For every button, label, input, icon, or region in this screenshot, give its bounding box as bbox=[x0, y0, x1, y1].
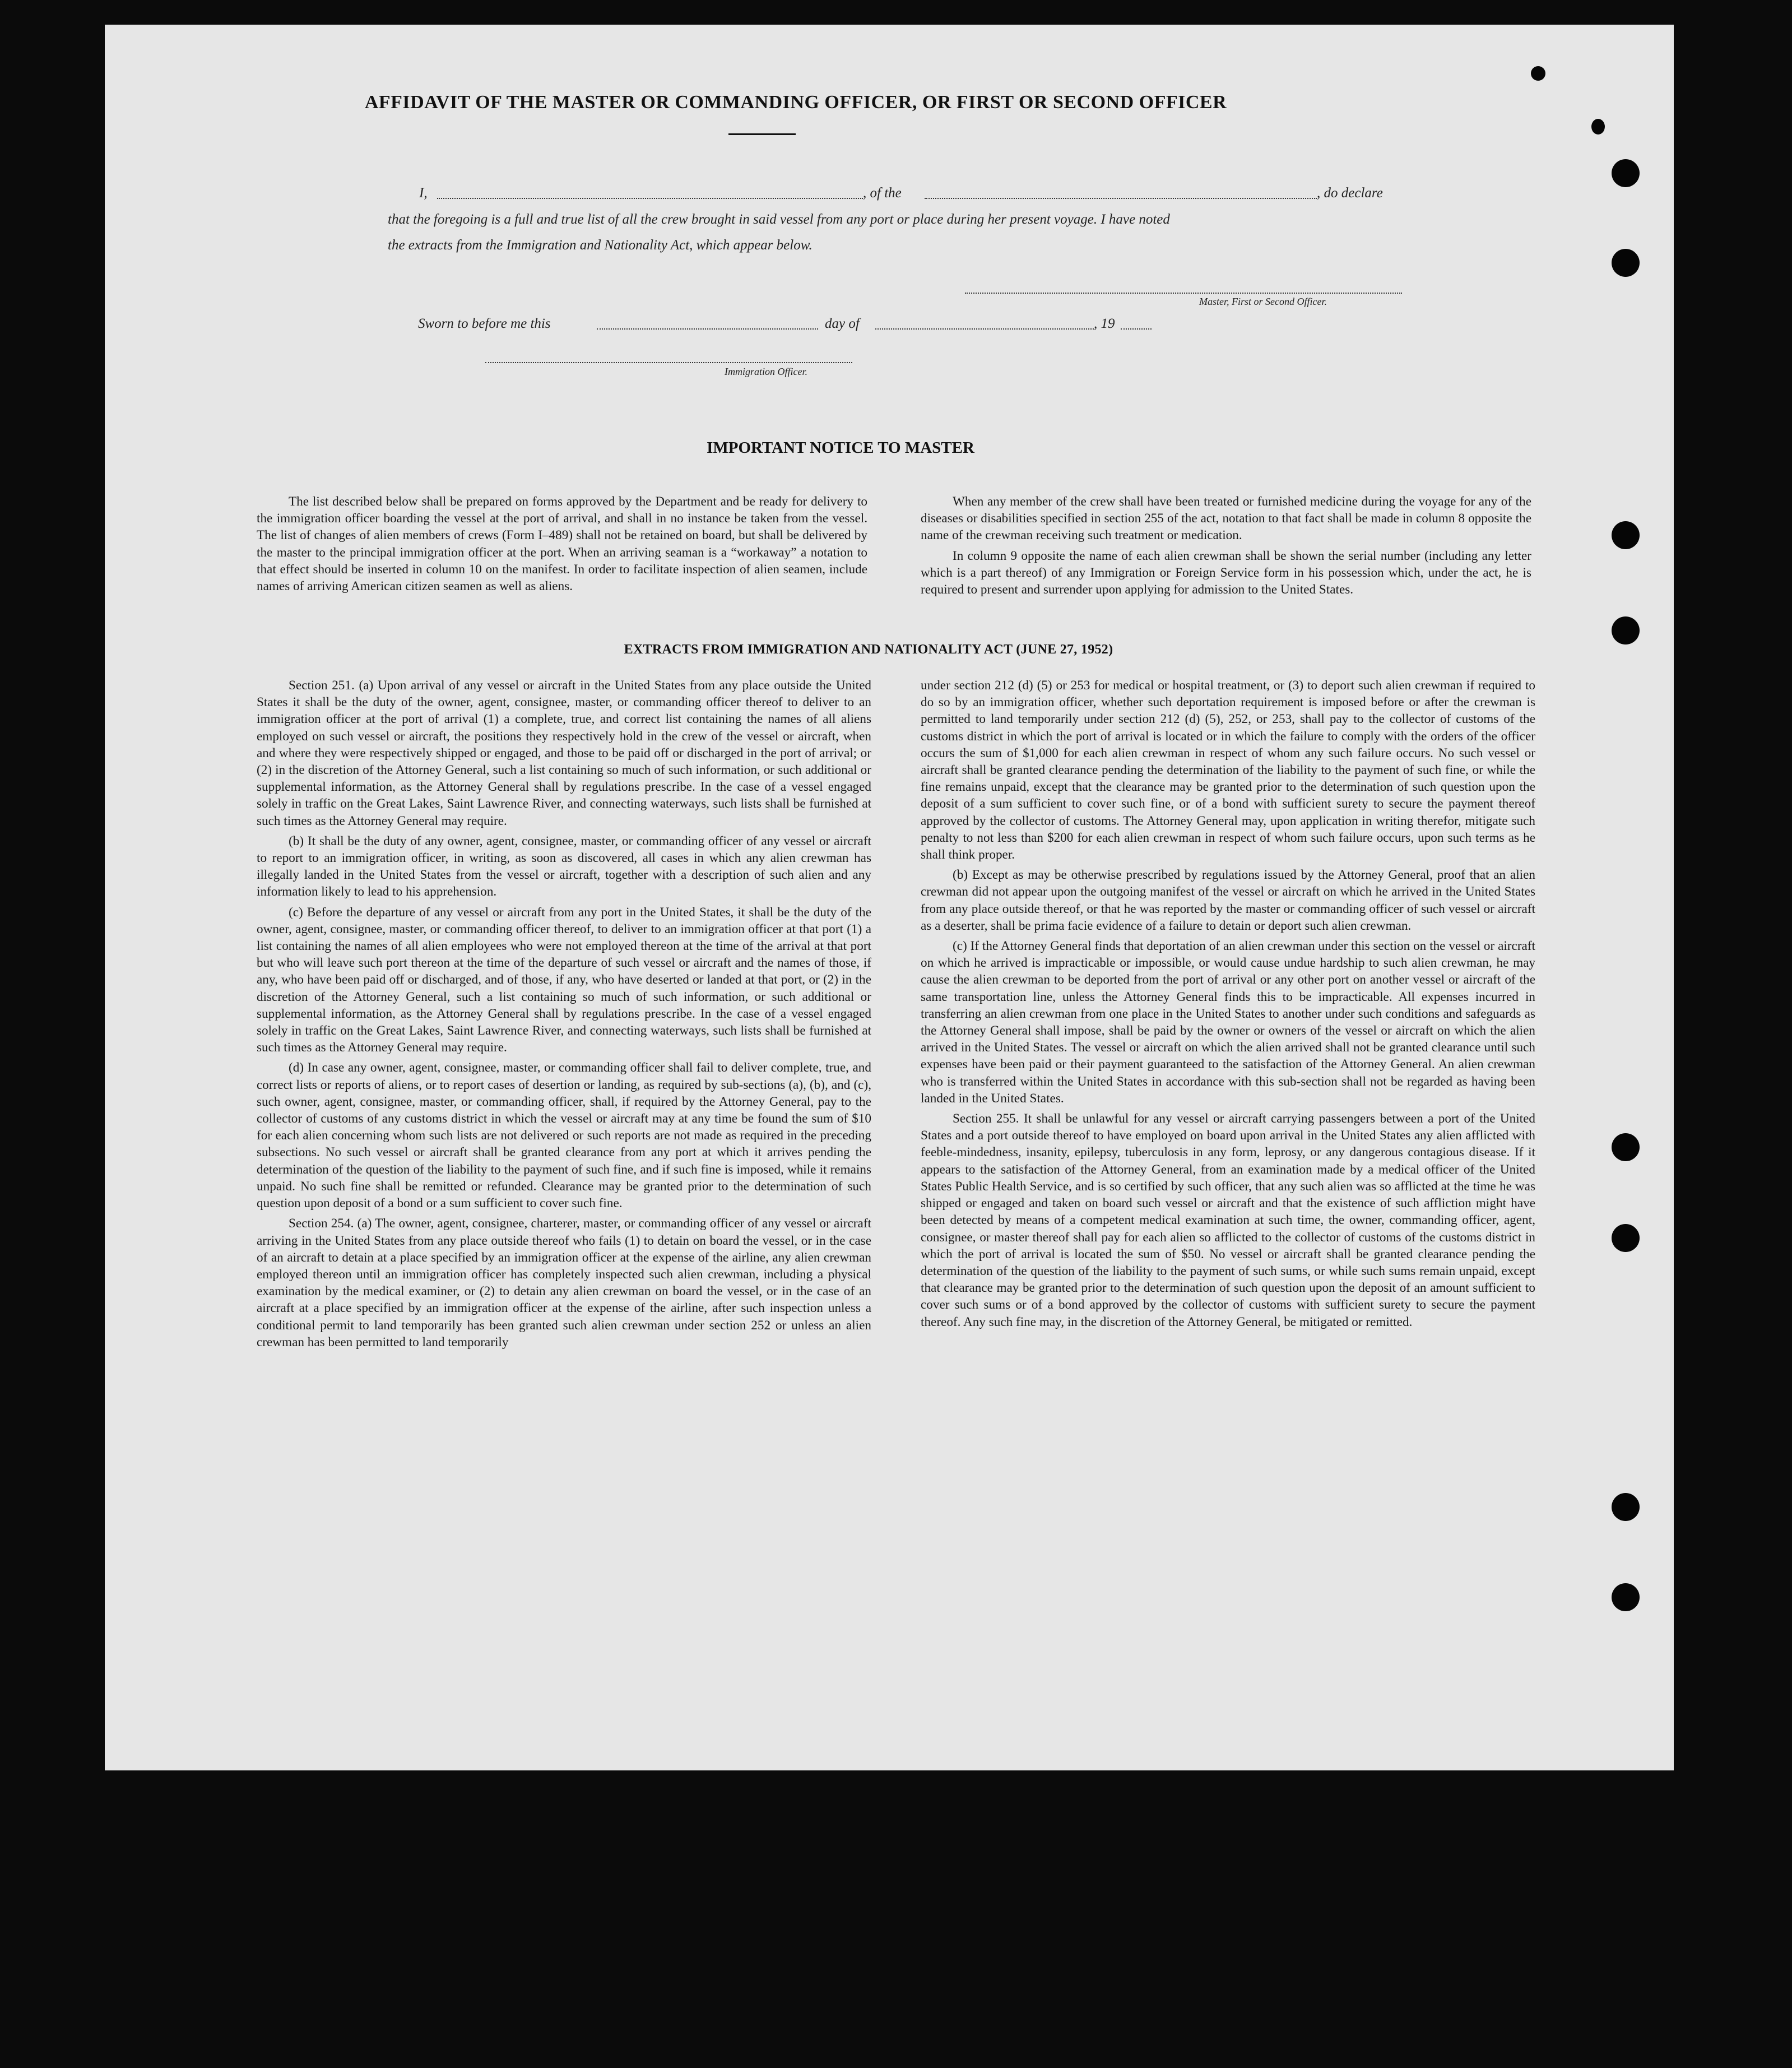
title-underline bbox=[728, 133, 796, 135]
section-paragraph: Section 254. (a) The owner, agent, consignee, charterer, master, or commanding officer of any vessel or aircraft arriving in the United States from any place outside thereof who fails (1) to detain on board the vessel, or in the case of an aircraft to detain at a place specified by an immigration officer at the expense of the airline, any alien crewman employed thereon until an immigration officer has completely inspected such alien crewman, including a physical examination by the medical examiner, or (2) to detain any alien crewman on board the vessel, or in the case of an aircraft at a place specified by an immigration officer at the expense of the airline, after such inspection unless a conditional permit to land temporarily has been granted such alien crewman under section 252 or unless an alien crewman has been permitted to land temporarily bbox=[257, 1216, 871, 1350]
punch-hole bbox=[1612, 616, 1640, 644]
punch-hole bbox=[1612, 159, 1640, 187]
notice-paragraph: The list described below shall be prepared on forms approved by the Department and be ready for delivery to the immigration officer boarding the vessel at the port of arrival, and shall in no instance be taken from the vessel. The list of changes of alien members of crews (Form I–489) shall not be retained on board, but shall be delivered by the master to the principal immigration officer at the port. When an arriving seaman is a “workaway” a notation to that effect should be inserted in column 10 on the manifest. In order to facilitate inspection of alien seamen, include names of arriving American citizen seamen as well as aliens. bbox=[257, 494, 867, 594]
section-paragraph: (c) Before the departure of any vessel or aircraft from any port in the United States, it shall be the duty of the owner, agent, consignee, master, or commanding officer thereof, to deliver to an immigration officer at that port (1) a list containing the names of all alien employees who were not employed thereon at the time of the arrival at that port but who will leave such port thereon at the time of the departure of such vessel or aircraft and the names of those, if any, who have been paid off or discharged, and of those, if any, who have deserted or landed at that port, or (2) in the discretion of the Attorney General, such a list containing so much of such information, or such additional or supplemental information, as the Attorney General shall by regulations prescribe. In the case of a vessel engaged solely in traffic on the Great Lakes, Saint Lawrence River, and connecting waterways, such lists shall be furnished at such times as the Attorney General may require. bbox=[257, 905, 871, 1055]
sworn-label: Sworn to before me this bbox=[418, 316, 551, 331]
notice-right-column bbox=[921, 493, 1531, 601]
day-of-label: day of bbox=[825, 316, 860, 331]
affidavit-i-label: I, bbox=[419, 186, 428, 201]
master-signature-caption: Master, First or Second Officer. bbox=[1199, 296, 1327, 307]
notice-left-column bbox=[257, 493, 867, 598]
section-paragraph: Section 255. It shall be unlawful for any vessel or aircraft carrying passengers between a port of the United States and a port outside thereof to have employed on board upon arrival in the United States any alien afflicted with feeble-mindedness, insanity, epilepsy, tuberculosis in any form, leprosy, or any dangerous contagious disease. If it appears to the satisfaction of the Attorney General, from an examination made by a medical officer of the United States Public Health Service, and is so certified by such officer, that any such alien was so afflicted at the time he was shipped or engaged and taken on board such vessel or aircraft and that the existence of such affliction might have been detected by means of a competent medical examination at such time, the owner, commanding officer, agent, consignee, or master thereof shall pay for each alien so afflicted to the collector of customs of the customs district in which the port of arrival is located the sum of $50. No vessel or aircraft shall be granted clearance pending the determination of the question of the liability to the payment of such sums, or while such sums remain unpaid, except that clearance may be granted prior to the determination of such question upon the deposit of an amount sufficient to cover such sums or of a bond approved by the collector of customs with sufficient surety to secure the payment thereof. Any such fine may, in the discretion of the Attorney General, be mitigated or remitted. bbox=[921, 1111, 1535, 1329]
year-label: , 19 bbox=[1094, 316, 1115, 331]
punch-hole bbox=[1612, 1583, 1640, 1611]
punch-hole bbox=[1612, 1224, 1640, 1252]
sworn-month-field-line bbox=[875, 328, 1094, 330]
affidavit-statement-line1: that the foregoing is a full and true list of all the crew brought in said vessel from any port or place during her present voyage. I have noted bbox=[388, 212, 1170, 227]
master-signature-line bbox=[965, 293, 1402, 294]
sworn-day-field-line bbox=[597, 328, 818, 330]
officer-signature-line bbox=[485, 362, 852, 363]
section-paragraph: (c) If the Attorney General finds that deportation of an alien crewman under this section on the vessel or aircraft on which he arrived is impracticable or impossible, or would cause undue hardship to such alien crewman, he may cause the alien crewman to be deported from the port of arrival or any other port on another vessel or aircraft of the same transportation line, unless the Attorney General finds this to be impracticable. All expenses incurred in transferring an alien crewman from one place in the United States to another under such conditions and safeguards as the Attorney General shall impose, shall be paid by the owner or owners of the vessel or aircraft on which the alien arrived in the United States. The vessel or aircraft on which the alien arrived shall not be granted clearance until such expenses have been paid or their payment guaranteed to the satisfaction of the Attorney General. An alien crewman who is transferred within the United States in accordance with this sub-section shall not be regarded as having been landed in the United States. bbox=[921, 939, 1535, 1106]
section-continuation: under section 212 (d) (5) or 253 for medical or hospital treatment, or (3) to deport such alien crewman if required to do so by an immigration officer, whether such deportation requirement is imposed before or after the crewman is permitted to land temporarily under section 212 (d) (5), 252, or 253, shall pay to the collector of customs of the customs district in which the port of arrival is located or in which the failure to comply with the orders of the officer occurs the sum of $1,000 for each alien crewman in respect of whom any such failure occurs. No such vessel or aircraft shall be granted clearance pending the determination of the liability to the payment of such fine, or while the fine remains unpaid, except that the clearance may be granted prior to the determination of such question upon the deposit of a sum sufficient to cover such fine, or of a bond with sufficient surety to secure the payment thereof approved by the collector of customs. The Attorney General may, upon application in writing therefor, mitigate such penalty to not less than $200 for each alien crewman in respect of whom such failure occurs, upon such terms as he shall think proper. bbox=[921, 678, 1535, 863]
notice-paragraph: In column 9 opposite the name of each alien crewman shall be shown the serial number (including any letter which is a part thereof) of any Immigration or Foreign Service form in his possession which, under the act, he is required to present and surrender upon applying for admission to the United States. bbox=[921, 548, 1531, 597]
of-the-label: , of the bbox=[863, 186, 902, 201]
notice-heading: IMPORTANT NOTICE TO MASTER bbox=[707, 439, 974, 457]
extracts-heading: EXTRACTS FROM IMMIGRATION AND NATIONALITY ACT (JUNE 27, 1952) bbox=[624, 642, 1113, 657]
extracts-left-column bbox=[257, 677, 871, 1354]
vessel-field-line bbox=[925, 198, 1317, 199]
section-paragraph: (d) In case any owner, agent, consignee, master, or commanding officer shall fail to deliver complete, true, and correct lists or reports of aliens, or to report cases of desertion or landing, as required by sub-sections (a), (b), and (c), such owner, agent, consignee, master, or commanding officer, shall, if required by the Attorney General, pay to the collector of customs of any customs district in which the vessel or aircraft may at any time be found the sum of $10 for each alien concerning whom such lists are not delivered or such reports are not made as required in the preceding subsections. No such vessel or aircraft shall be granted clearance from any port at which it arrives pending the determination of the question of the liability to the payment of such fine, and if such fine is imposed, while it remains unpaid. No such fine shall be remitted or refunded. Clearance may be granted prior to the determination of such question upon deposit of a bond or a sum sufficient to cover such fine. bbox=[257, 1060, 871, 1211]
punch-hole bbox=[1612, 249, 1640, 277]
affidavit-title: AFFIDAVIT OF THE MASTER OR COMMANDING OFFICER, OR FIRST OR SECOND OFFICER bbox=[364, 92, 1227, 113]
do-declare-label: , do declare bbox=[1317, 186, 1383, 201]
punch-hole bbox=[1612, 521, 1640, 549]
extracts-right-column bbox=[921, 677, 1535, 1334]
punch-hole bbox=[1612, 1493, 1640, 1521]
officer-signature-caption: Immigration Officer. bbox=[725, 366, 807, 377]
notice-paragraph: When any member of the crew shall have been treated or furnished medicine during the voyage for any of the diseases or disabilities specified in section 255 of the act, notation to that fact shall be made in column 8 opposite the name of the crewman receiving such treatment or medication. bbox=[921, 494, 1531, 543]
name-field-line bbox=[437, 198, 863, 199]
section-paragraph: (b) It shall be the duty of any owner, agent, consignee, master, or commanding officer of any vessel or aircraft to report to an immigration officer, in writing, as soon as discovered, all cases in which any alien crewman has illegally landed in the United States from the vessel or aircraft, together with a description of such alien and any information likely to lead to his apprehension. bbox=[257, 833, 871, 899]
punch-hole bbox=[1531, 66, 1545, 81]
affidavit-statement-line2: the extracts from the Immigration and Nationality Act, which appear below. bbox=[388, 238, 813, 253]
sworn-year-field-line bbox=[1121, 328, 1152, 330]
section-paragraph: (b) Except as may be otherwise prescribed by regulations issued by the Attorney General, proof that an alien crewman did not appear upon the outgoing manifest of the vessel or aircraft on which he arrived in the United States from any place outside thereof, or that he was reported by the master or commanding officer of such vessel or aircraft as a deserter, shall be prima facie evidence of a failure to detain or deport such alien crewman. bbox=[921, 868, 1535, 933]
section-paragraph: Section 251. (a) Upon arrival of any vessel or aircraft in the United States from any place outside the United States it shall be the duty of the owner, agent, consignee, master, or commanding officer thereof to deliver to an immigration officer at the port of arrival (1) a complete, true, and correct list containing the names of all aliens employed on such vessel or aircraft, the positions they respectively hold in the crew of the vessel or aircraft, when and where they were respectively shipped or engaged, and those to be paid off or discharged in the port of arrival; or (2) in the discretion of the Attorney General, such a list containing so much of such information, or such additional or supplemental information, as the Attorney General shall by regulations prescribe. In the case of a vessel engaged solely in traffic on the Great Lakes, Saint Lawrence River, and connecting waterways, such lists shall be furnished at such times as the Attorney General may require. bbox=[257, 678, 871, 828]
punch-hole bbox=[1591, 119, 1605, 135]
punch-hole bbox=[1612, 1133, 1640, 1161]
